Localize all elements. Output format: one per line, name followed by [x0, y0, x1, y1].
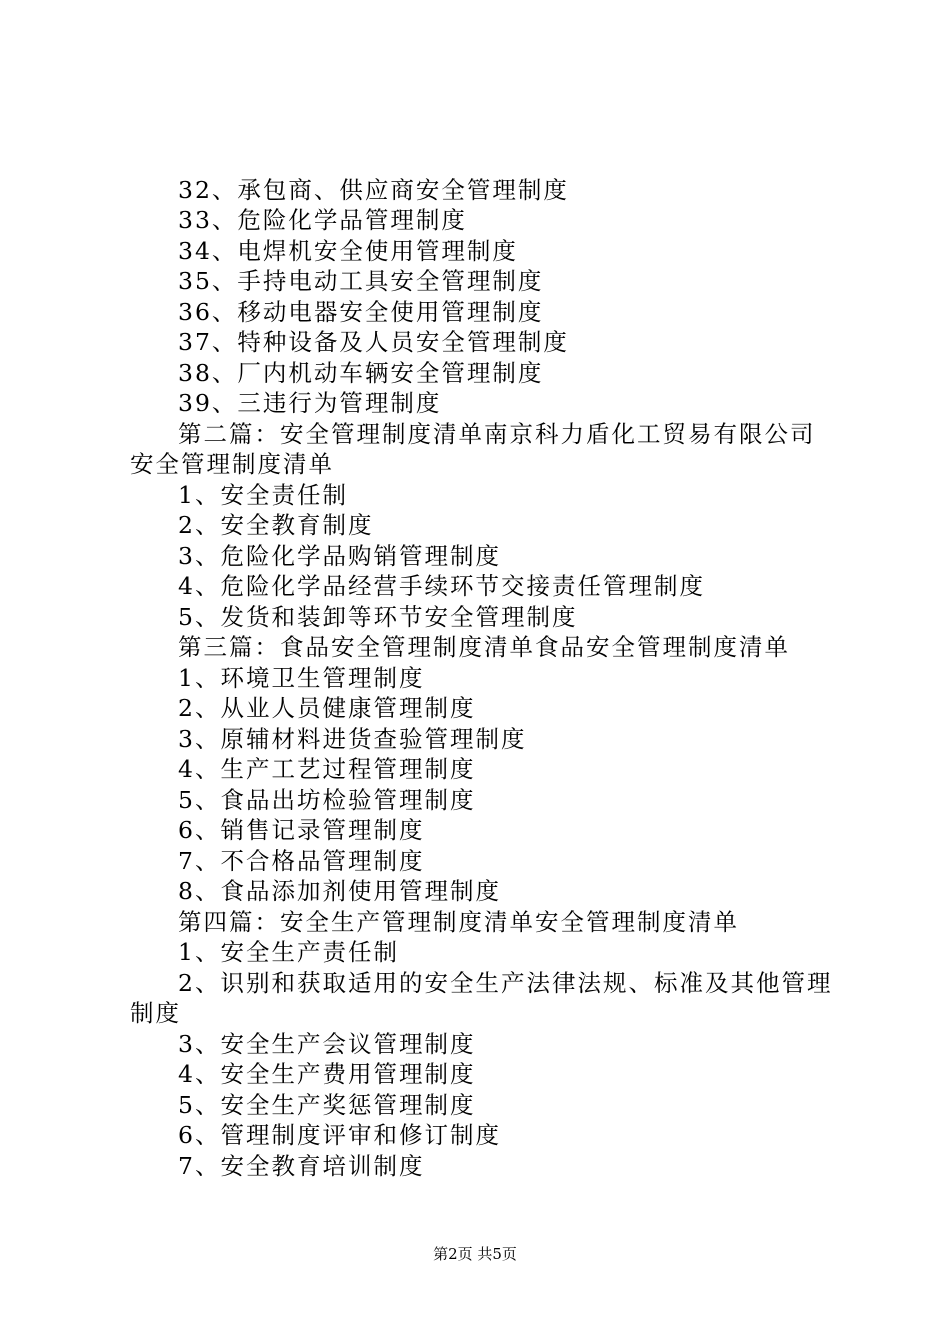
list-item: 3、危险化学品购销管理制度	[178, 542, 501, 570]
list-item: 2、识别和获取适用的安全生产法律法规、标准及其他管理	[178, 969, 833, 997]
list-item: 5、发货和装卸等环节安全管理制度	[178, 603, 578, 631]
page-footer: 第2页 共5页	[433, 1245, 517, 1263]
list-item: 8、食品添加剂使用管理制度	[178, 877, 501, 905]
list-item: 3、安全生产会议管理制度	[178, 1030, 476, 1058]
list-item: 39、三违行为管理制度	[178, 389, 442, 417]
section-heading: 第三篇：食品安全管理制度清单食品安全管理制度清单	[178, 633, 790, 661]
section-heading: 第四篇：安全生产管理制度清单安全管理制度清单	[178, 908, 739, 936]
list-item: 6、管理制度评审和修订制度	[178, 1121, 501, 1149]
list-item-continued: 制度	[130, 999, 181, 1027]
list-item: 2、安全教育制度	[178, 511, 374, 539]
list-item: 1、安全责任制	[178, 481, 348, 509]
list-item: 36、移动电器安全使用管理制度	[178, 298, 544, 326]
list-item: 6、销售记录管理制度	[178, 816, 425, 844]
list-item: 37、特种设备及人员安全管理制度	[178, 328, 569, 356]
list-item: 35、手持电动工具安全管理制度	[178, 267, 544, 295]
list-item: 34、电焊机安全使用管理制度	[178, 237, 518, 265]
list-item: 1、环境卫生管理制度	[178, 664, 425, 692]
list-item: 1、安全生产责任制	[178, 938, 399, 966]
section-heading-continued: 安全管理制度清单	[130, 450, 334, 478]
list-item: 5、安全生产奖惩管理制度	[178, 1091, 476, 1119]
list-item: 2、从业人员健康管理制度	[178, 694, 476, 722]
list-item: 4、安全生产费用管理制度	[178, 1060, 476, 1088]
list-item: 5、食品出坊检验管理制度	[178, 786, 476, 814]
list-item: 3、原辅材料进货查验管理制度	[178, 725, 527, 753]
section-heading: 第二篇：安全管理制度清单南京科力盾化工贸易有限公司	[178, 420, 816, 448]
list-item: 7、安全教育培训制度	[178, 1152, 425, 1180]
list-item: 4、生产工艺过程管理制度	[178, 755, 476, 783]
list-item: 7、不合格品管理制度	[178, 847, 425, 875]
list-item: 38、厂内机动车辆安全管理制度	[178, 359, 544, 387]
list-item: 4、危险化学品经营手续环节交接责任管理制度	[178, 572, 705, 600]
list-item: 33、危险化学品管理制度	[178, 206, 467, 234]
list-item: 32、承包商、供应商安全管理制度	[178, 176, 569, 204]
